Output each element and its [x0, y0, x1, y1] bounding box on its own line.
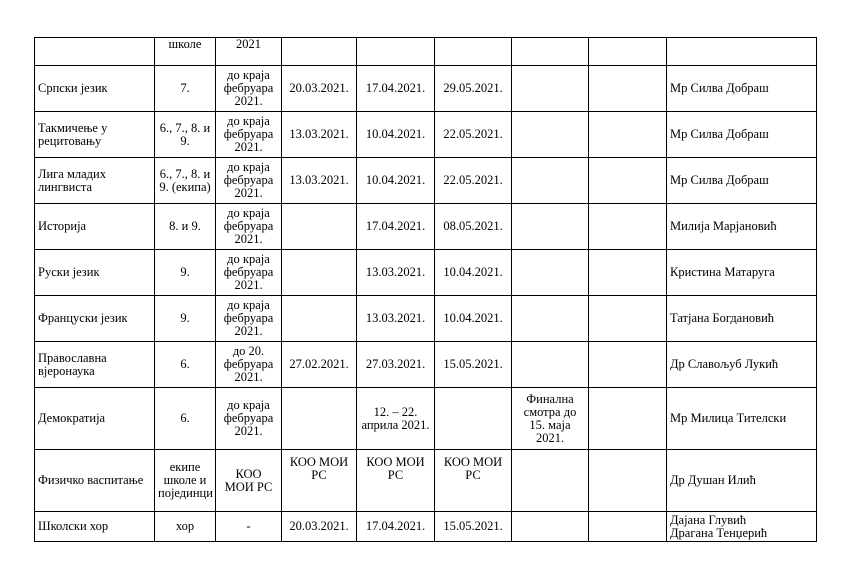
grade-cell: 9.	[155, 296, 216, 342]
date-cell-round-1	[282, 388, 357, 450]
date-cell-round-3: КОО МОИ РС	[435, 450, 512, 512]
date-cell-round-1	[282, 296, 357, 342]
deadline-line: до краја	[227, 68, 270, 82]
date-cell-final	[512, 38, 589, 66]
grade-cell: 8. и 9.	[155, 204, 216, 250]
grade-cell: 6.	[155, 342, 216, 388]
deadline-cell	[216, 296, 282, 342]
deadline-line: фебруара	[223, 81, 274, 95]
coordinator-cell	[667, 204, 817, 250]
date-cell-final: Финална смотра до 15. маја 2021.	[512, 388, 589, 450]
coordinator-name: Мр Силва Добраш	[670, 127, 769, 141]
subject-cell: Такмичење у рецитовању	[35, 112, 155, 158]
table-row	[35, 512, 817, 542]
subject-cell: Школски хор	[35, 512, 155, 542]
date-cell-extra	[589, 512, 667, 542]
date-cell-round-3: 15.05.2021.	[435, 512, 512, 542]
table-row	[35, 296, 817, 342]
deadline-cell	[216, 342, 282, 388]
subject-cell: Физичко васпитање	[35, 450, 155, 512]
date-cell-round-1	[282, 38, 357, 66]
date-cell-round-3	[435, 388, 512, 450]
deadline-line: 2021.	[234, 94, 263, 108]
date-cell-round-2: 13.03.2021.	[357, 250, 435, 296]
deadline-line: 2021.	[234, 186, 263, 200]
deadline-line: 2021	[236, 37, 261, 51]
date-cell-round-3: 22.05.2021.	[435, 112, 512, 158]
date-cell-round-1: 13.03.2021.	[282, 158, 357, 204]
coordinator-name: Мр Милица Тителски	[670, 411, 787, 425]
coordinator-cell	[667, 158, 817, 204]
coordinator-name: Татјана Богдановић	[670, 311, 775, 325]
deadline-cell	[216, 450, 282, 512]
date-cell-extra	[589, 342, 667, 388]
date-cell-extra	[589, 250, 667, 296]
date-cell-round-3: 08.05.2021.	[435, 204, 512, 250]
date-cell-round-2: 17.04.2021.	[357, 204, 435, 250]
deadline-line: фебруара	[223, 411, 274, 425]
date-cell-extra	[589, 158, 667, 204]
coordinator-name: Др Душан Илић	[670, 473, 756, 487]
deadline-cell	[216, 112, 282, 158]
deadline-line: до краја	[227, 114, 270, 128]
deadline-line: КОО	[235, 466, 262, 481]
coordinator-cell	[667, 450, 817, 512]
coordinator-cell	[667, 512, 817, 542]
date-cell-extra	[589, 296, 667, 342]
date-cell-final	[512, 342, 589, 388]
deadline-line: фебруара	[223, 265, 274, 279]
deadline-cell	[216, 512, 282, 542]
subject-cell: Историја	[35, 204, 155, 250]
date-cell-round-3: 10.04.2021.	[435, 250, 512, 296]
deadline-cell	[216, 388, 282, 450]
date-cell-round-1: 13.03.2021.	[282, 112, 357, 158]
date-cell-round-2: 27.03.2021.	[357, 342, 435, 388]
date-cell-final	[512, 296, 589, 342]
date-cell-round-1	[282, 250, 357, 296]
table-row	[35, 250, 817, 296]
date-cell-extra	[589, 112, 667, 158]
table-row	[35, 158, 817, 204]
date-cell-round-2: 17.04.2021.	[357, 512, 435, 542]
date-cell-round-2: 17.04.2021.	[357, 66, 435, 112]
date-cell-final	[512, 158, 589, 204]
deadline-line: до краја	[227, 252, 270, 266]
coordinator-cell	[667, 38, 817, 66]
subject-cell	[35, 38, 155, 66]
date-cell-round-3	[435, 38, 512, 66]
grade-cell: екипе школе и појединци	[155, 450, 216, 512]
table-body	[35, 38, 817, 542]
date-cell-round-2: 10.04.2021.	[357, 158, 435, 204]
date-cell-round-2: 10.04.2021.	[357, 112, 435, 158]
deadline-cell	[216, 158, 282, 204]
coordinator-cell	[667, 296, 817, 342]
date-cell-extra	[589, 66, 667, 112]
date-cell-round-3: 29.05.2021.	[435, 66, 512, 112]
date-cell-final	[512, 204, 589, 250]
deadline-line: 2021.	[234, 370, 263, 384]
subject-cell: Демократија	[35, 388, 155, 450]
deadline-line: фебруара	[223, 127, 274, 141]
coordinator-name: Др Славољуб Лукић	[670, 357, 779, 371]
grade-cell: 6., 7., 8. и 9.	[155, 112, 216, 158]
table-row	[35, 388, 817, 450]
grade-cell: 6., 7., 8. и 9. (екипа)	[155, 158, 216, 204]
subject-cell: Руски језик	[35, 250, 155, 296]
date-cell-round-1	[282, 204, 357, 250]
deadline-line: МОИ РС	[224, 479, 273, 494]
deadline-line: фебруара	[223, 357, 274, 371]
subject-cell: Српски језик	[35, 66, 155, 112]
deadline-line: фебруара	[223, 311, 274, 325]
date-cell-round-1: КОО МОИ РС	[282, 450, 357, 512]
date-cell-round-1: 27.02.2021.	[282, 342, 357, 388]
deadline-line: фебруара	[223, 173, 274, 187]
grade-cell: 7.	[155, 66, 216, 112]
deadline-line: 2021.	[234, 232, 263, 246]
coordinator-name: Драгана Тенџерић	[670, 525, 768, 540]
deadline-line: до 20.	[232, 344, 265, 358]
grade-cell: школе	[155, 38, 216, 66]
date-cell-round-2: 13.03.2021.	[357, 296, 435, 342]
date-cell-final	[512, 66, 589, 112]
date-cell-round-2: КОО МОИ РС	[357, 450, 435, 512]
deadline-line: до краја	[227, 298, 270, 312]
deadline-line: 2021.	[234, 324, 263, 338]
subject-cell: Православна вјеронаука	[35, 342, 155, 388]
grade-cell: 9.	[155, 250, 216, 296]
deadline-line: 2021.	[234, 278, 263, 292]
coordinator-cell	[667, 388, 817, 450]
deadline-line: до краја	[227, 398, 270, 412]
table-row	[35, 112, 817, 158]
grade-cell: хор	[155, 512, 216, 542]
date-cell-round-2	[357, 38, 435, 66]
coordinator-name: Милија Марјановић	[670, 219, 777, 233]
table-row	[35, 66, 817, 112]
date-cell-round-3: 15.05.2021.	[435, 342, 512, 388]
coordinator-name: Мр Силва Добраш	[670, 81, 769, 95]
date-cell-final	[512, 112, 589, 158]
deadline-line: 2021.	[234, 424, 263, 438]
table-row	[35, 38, 817, 66]
date-cell-round-1: 20.03.2021.	[282, 66, 357, 112]
coordinator-cell	[667, 112, 817, 158]
date-cell-round-3: 10.04.2021.	[435, 296, 512, 342]
table-row	[35, 204, 817, 250]
deadline-cell	[216, 204, 282, 250]
date-cell-round-1: 20.03.2021.	[282, 512, 357, 542]
deadline-cell	[216, 66, 282, 112]
grade-cell: 6.	[155, 388, 216, 450]
coordinator-cell	[667, 66, 817, 112]
coordinator-name: Мр Силва Добраш	[670, 173, 769, 187]
deadline-line: -	[246, 519, 251, 533]
competition-schedule-table	[34, 37, 817, 542]
coordinator-name: Кристина Матаруга	[670, 265, 775, 279]
deadline-cell	[216, 250, 282, 296]
date-cell-final	[512, 512, 589, 542]
table-row	[35, 342, 817, 388]
deadline-line: 2021.	[234, 140, 263, 154]
date-cell-extra	[589, 450, 667, 512]
date-cell-extra	[589, 388, 667, 450]
coordinator-cell	[667, 250, 817, 296]
subject-cell: Француски језик	[35, 296, 155, 342]
date-cell-extra	[589, 204, 667, 250]
deadline-line: до краја	[227, 206, 270, 220]
date-cell-round-2: 12. – 22. априла 2021.	[357, 388, 435, 450]
deadline-line: до краја	[227, 160, 270, 174]
deadline-line: фебруара	[223, 219, 274, 233]
table-row	[35, 450, 817, 512]
date-cell-extra	[589, 38, 667, 66]
coordinator-cell	[667, 342, 817, 388]
subject-cell: Лига младих лингвиста	[35, 158, 155, 204]
date-cell-round-3: 22.05.2021.	[435, 158, 512, 204]
coordinator-name: Дајана Глувић	[670, 512, 747, 527]
date-cell-final	[512, 250, 589, 296]
deadline-cell	[216, 38, 282, 66]
date-cell-final	[512, 450, 589, 512]
